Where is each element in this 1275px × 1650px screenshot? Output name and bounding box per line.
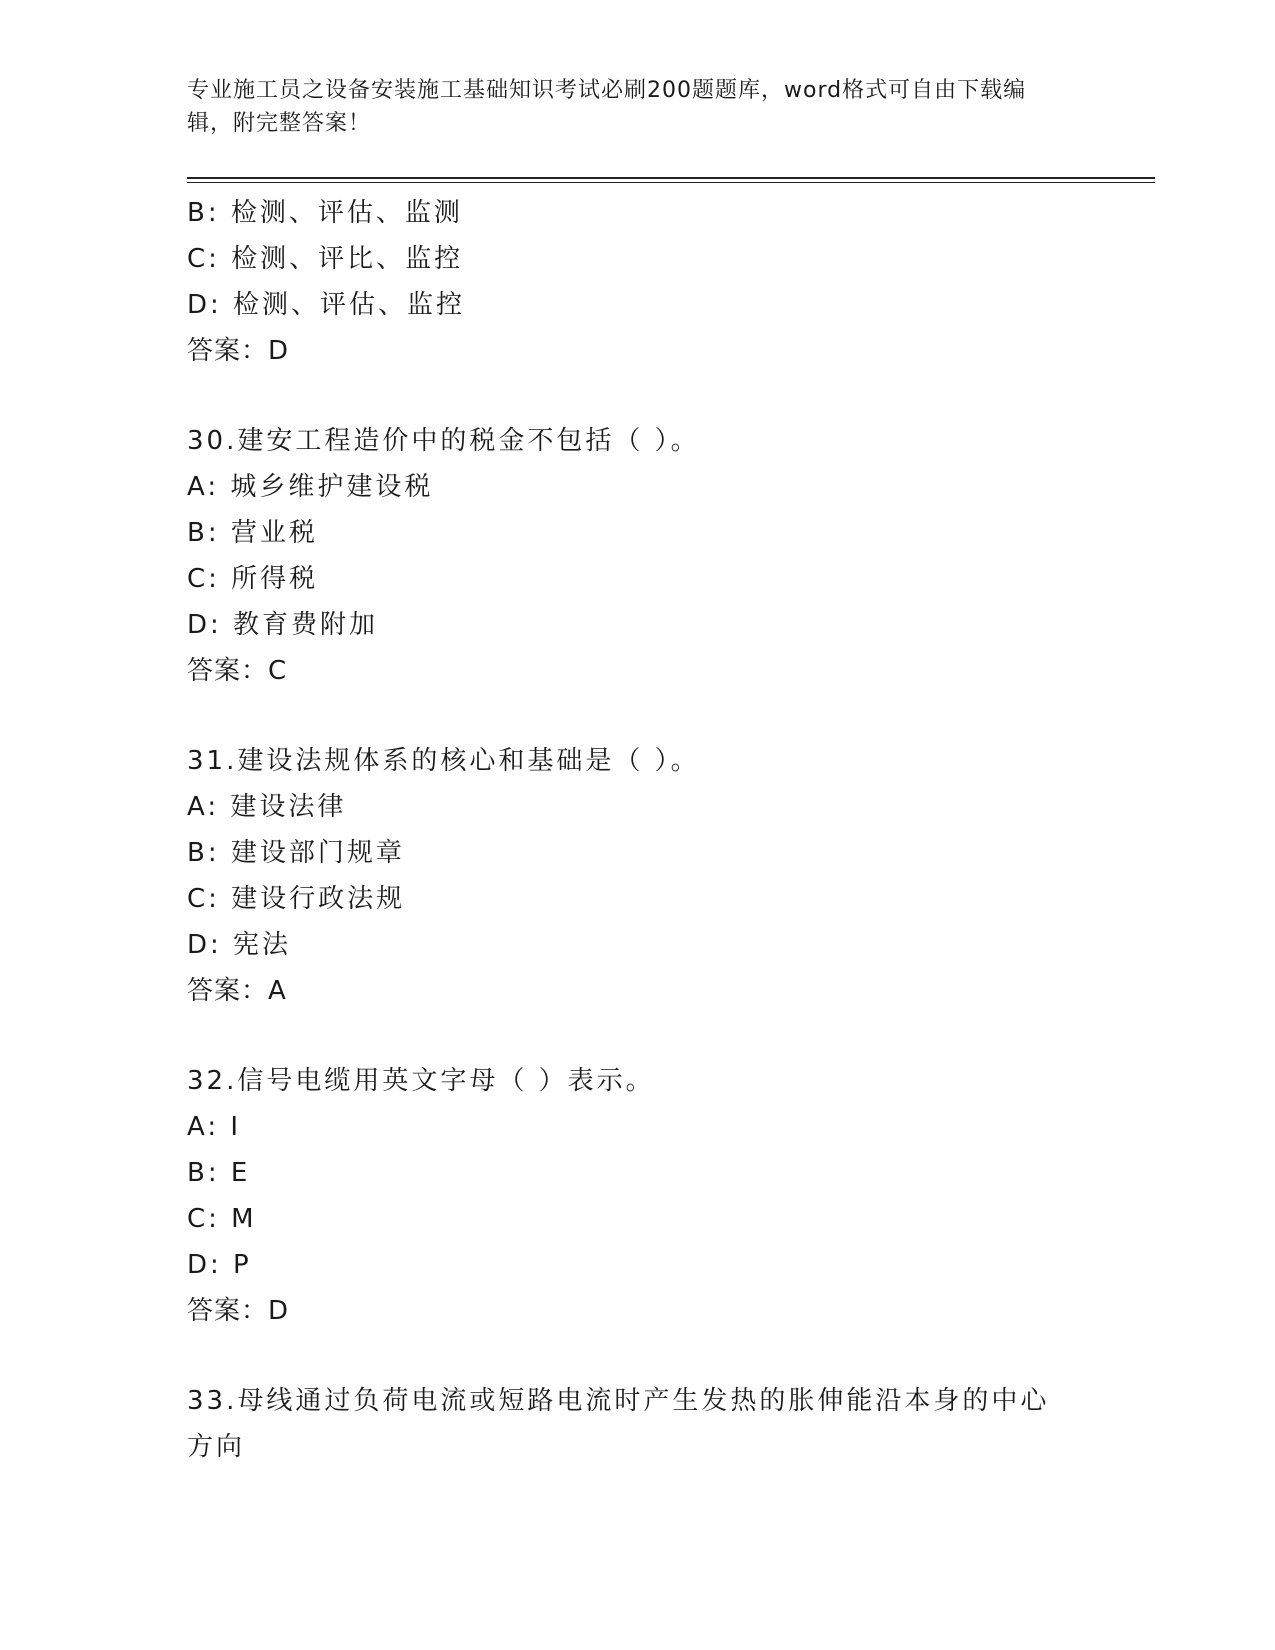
option-d: D: P xyxy=(187,1250,252,1280)
option-b: B: 检测、评估、监测 xyxy=(187,198,463,228)
answer: 答案：D xyxy=(187,336,290,366)
option-a: A: 建设法律 xyxy=(187,792,347,822)
option-b: B: 营业税 xyxy=(187,518,318,548)
option-d: D: 检测、评估、监控 xyxy=(187,290,466,320)
option-b: B: 建设部门规章 xyxy=(187,838,405,868)
question-stem: 33.母线通过负荷电流或短路电流时产生发热的胀伸能沿本身的中心方向 xyxy=(187,1386,1050,1462)
question-list xyxy=(187,190,1087,1470)
question-stem: 32.信号电缆用英文字母（ ）表示。 xyxy=(187,1066,655,1096)
question-32 xyxy=(187,1058,1087,1334)
question-stem: 31.建设法规体系的核心和基础是（ ）。 xyxy=(187,746,700,776)
question-29-continued xyxy=(187,190,1087,374)
option-b: B: E xyxy=(187,1158,251,1188)
option-c: C: 建设行政法规 xyxy=(187,884,406,914)
option-c: C: M xyxy=(187,1204,257,1234)
header-divider-thick xyxy=(187,177,1155,179)
document-header xyxy=(187,74,1067,140)
answer: 答案：C xyxy=(187,656,288,686)
question-31 xyxy=(187,738,1087,1014)
option-d: D: 宪法 xyxy=(187,930,292,960)
header-title: 专业施工员之设备安装施工基础知识考试必刷200题题库，word格式可自由下载编辑，附完整答案！ xyxy=(187,78,1027,136)
header-divider-thin xyxy=(187,182,1155,183)
answer: 答案：A xyxy=(187,976,287,1006)
question-30 xyxy=(187,418,1087,694)
option-a: A: 城乡维护建设税 xyxy=(187,472,434,502)
option-a: A: I xyxy=(187,1112,242,1142)
question-33 xyxy=(187,1378,1087,1470)
option-c: C: 所得税 xyxy=(187,564,319,594)
option-c: C: 检测、评比、监控 xyxy=(187,244,464,274)
option-d: D: 教育费附加 xyxy=(187,610,379,640)
question-stem: 30.建安工程造价中的税金不包括（ ）。 xyxy=(187,426,700,456)
answer: 答案：D xyxy=(187,1296,290,1326)
